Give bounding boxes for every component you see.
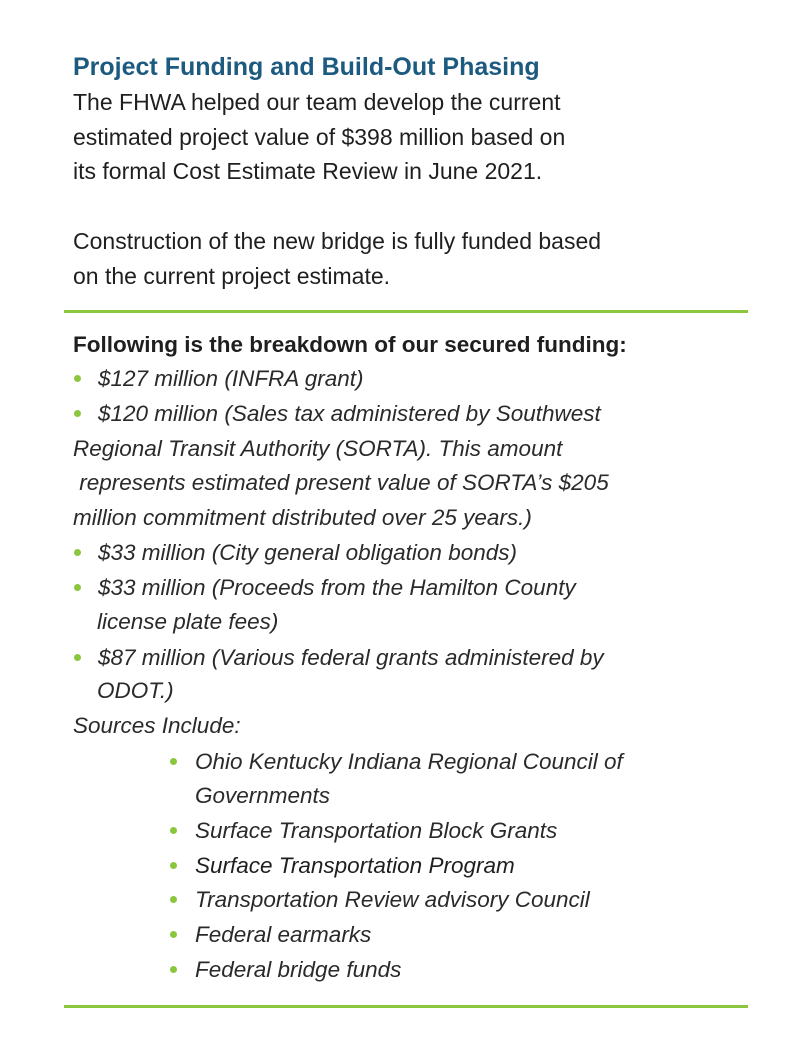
paragraph-line: estimated project value of $398 million based on — [73, 123, 566, 150]
bullet-icon — [170, 966, 177, 973]
source-item-line: Federal bridge funds — [195, 957, 402, 982]
funding-item-line: $33 million (City general obligation bonds) — [98, 540, 517, 565]
paragraph-line: The FHWA helped our team develop the current — [73, 89, 561, 115]
bullet-icon — [170, 862, 177, 869]
project-value-paragraph — [73, 85, 753, 189]
section-heading: Project Funding and Build-Out Phasing — [73, 53, 540, 81]
divider-bottom — [64, 1005, 748, 1008]
source-item-line: Transportation Review advisory Council — [195, 887, 590, 912]
funding-breakdown-title: Following is the breakdown of our secured funding: — [73, 332, 627, 357]
bullet-icon — [170, 896, 177, 903]
divider-top — [64, 310, 748, 313]
funding-item-line: $87 million (Various federal grants administered by — [98, 645, 604, 670]
bullet-icon — [74, 654, 81, 661]
paragraph-line: its formal Cost Estimate Review in June 2021. — [73, 158, 543, 184]
funding-item-line: $127 million (INFRA grant) — [98, 366, 364, 391]
source-item-line: Surface Transportation Program — [195, 853, 515, 878]
bullet-icon — [170, 827, 177, 834]
bullet-icon — [170, 931, 177, 938]
bullet-icon — [74, 410, 81, 417]
source-item-line: Governments — [195, 783, 331, 808]
funding-item-line: million commitment distributed over 25 years.) — [73, 505, 532, 530]
funding-item-line: ODOT.) — [97, 678, 174, 703]
source-item-line: Surface Transportation Block Grants — [195, 818, 558, 843]
funding-item-line: $120 million (Sales tax administered by Southwest — [98, 401, 601, 426]
bullet-icon — [74, 375, 81, 382]
funding-item-line: Regional Transit Authority (SORTA). This amount — [73, 436, 563, 461]
source-item-line: Ohio Kentucky Indiana Regional Council of — [195, 749, 623, 774]
bullet-icon — [74, 549, 81, 556]
funding-item-line: represents estimated present value of SORTA’s $205 — [73, 470, 609, 495]
paragraph-line: on the current project estimate. — [73, 262, 391, 289]
funding-item-line: $33 million (Proceeds from the Hamilton County — [98, 575, 576, 600]
construction-funding-paragraph — [73, 224, 753, 293]
source-item-line: Federal earmarks — [195, 922, 372, 947]
paragraph-line: Construction of the new bridge is fully funded based — [73, 228, 602, 254]
bullet-icon — [170, 758, 177, 765]
bullet-icon — [74, 584, 81, 591]
funding-item-line: license plate fees) — [97, 609, 279, 634]
sources-label: Sources Include: — [73, 713, 241, 738]
